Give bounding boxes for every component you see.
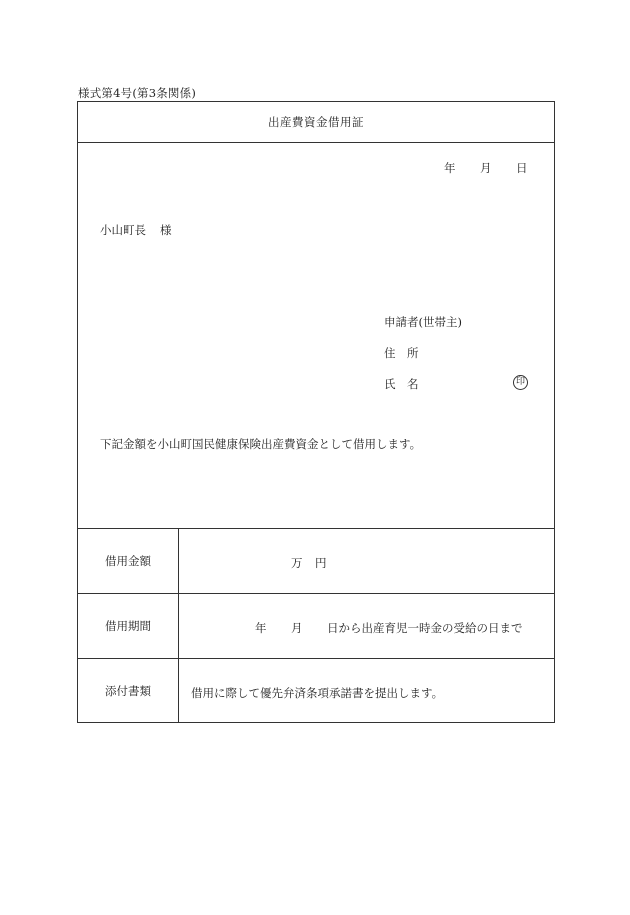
attachment-text: 借用に際して優先弁済条項承諾書を提出します。 xyxy=(191,686,444,700)
seal-mark: 印 xyxy=(513,375,528,390)
period-value-cell xyxy=(179,594,554,658)
form-body xyxy=(78,143,554,528)
attachment-label: 添付書類 xyxy=(78,659,179,723)
amount-value-cell xyxy=(179,529,554,593)
date-year-label: 年 xyxy=(444,161,456,175)
period-label: 借用期間 xyxy=(78,594,179,658)
addressee-name: 小山町長 xyxy=(100,223,146,237)
form-number-label: 様式第4号(第3条関係) xyxy=(78,86,197,100)
date-month-label: 月 xyxy=(480,161,492,175)
period-year-label: 年 xyxy=(255,621,267,635)
period-description: 日から出産育児一時金の受給の日まで xyxy=(327,621,523,635)
attachment-row xyxy=(78,658,554,723)
period-month-label: 月 xyxy=(291,621,303,635)
amount-en-unit: 円 xyxy=(315,556,327,570)
applicant-heading: 申請者(世帯主) xyxy=(384,315,462,329)
title-row xyxy=(78,102,554,143)
amount-row xyxy=(78,528,554,593)
period-row xyxy=(78,593,554,658)
document-title: 出産費資金借用証 xyxy=(268,115,364,129)
applicant-name-label: 氏 名 xyxy=(384,377,419,391)
addressee-honorific: 様 xyxy=(160,223,172,237)
attachment-value-cell xyxy=(179,659,554,723)
date-day-label: 日 xyxy=(516,161,528,175)
amount-label: 借用金額 xyxy=(78,529,179,593)
applicant-address-label: 住 所 xyxy=(384,346,419,360)
amount-man-unit: 万 xyxy=(291,556,303,570)
form-frame xyxy=(77,101,555,723)
loan-statement: 下記金額を小山町国民健康保険出産費資金として借用します。 xyxy=(100,437,422,451)
